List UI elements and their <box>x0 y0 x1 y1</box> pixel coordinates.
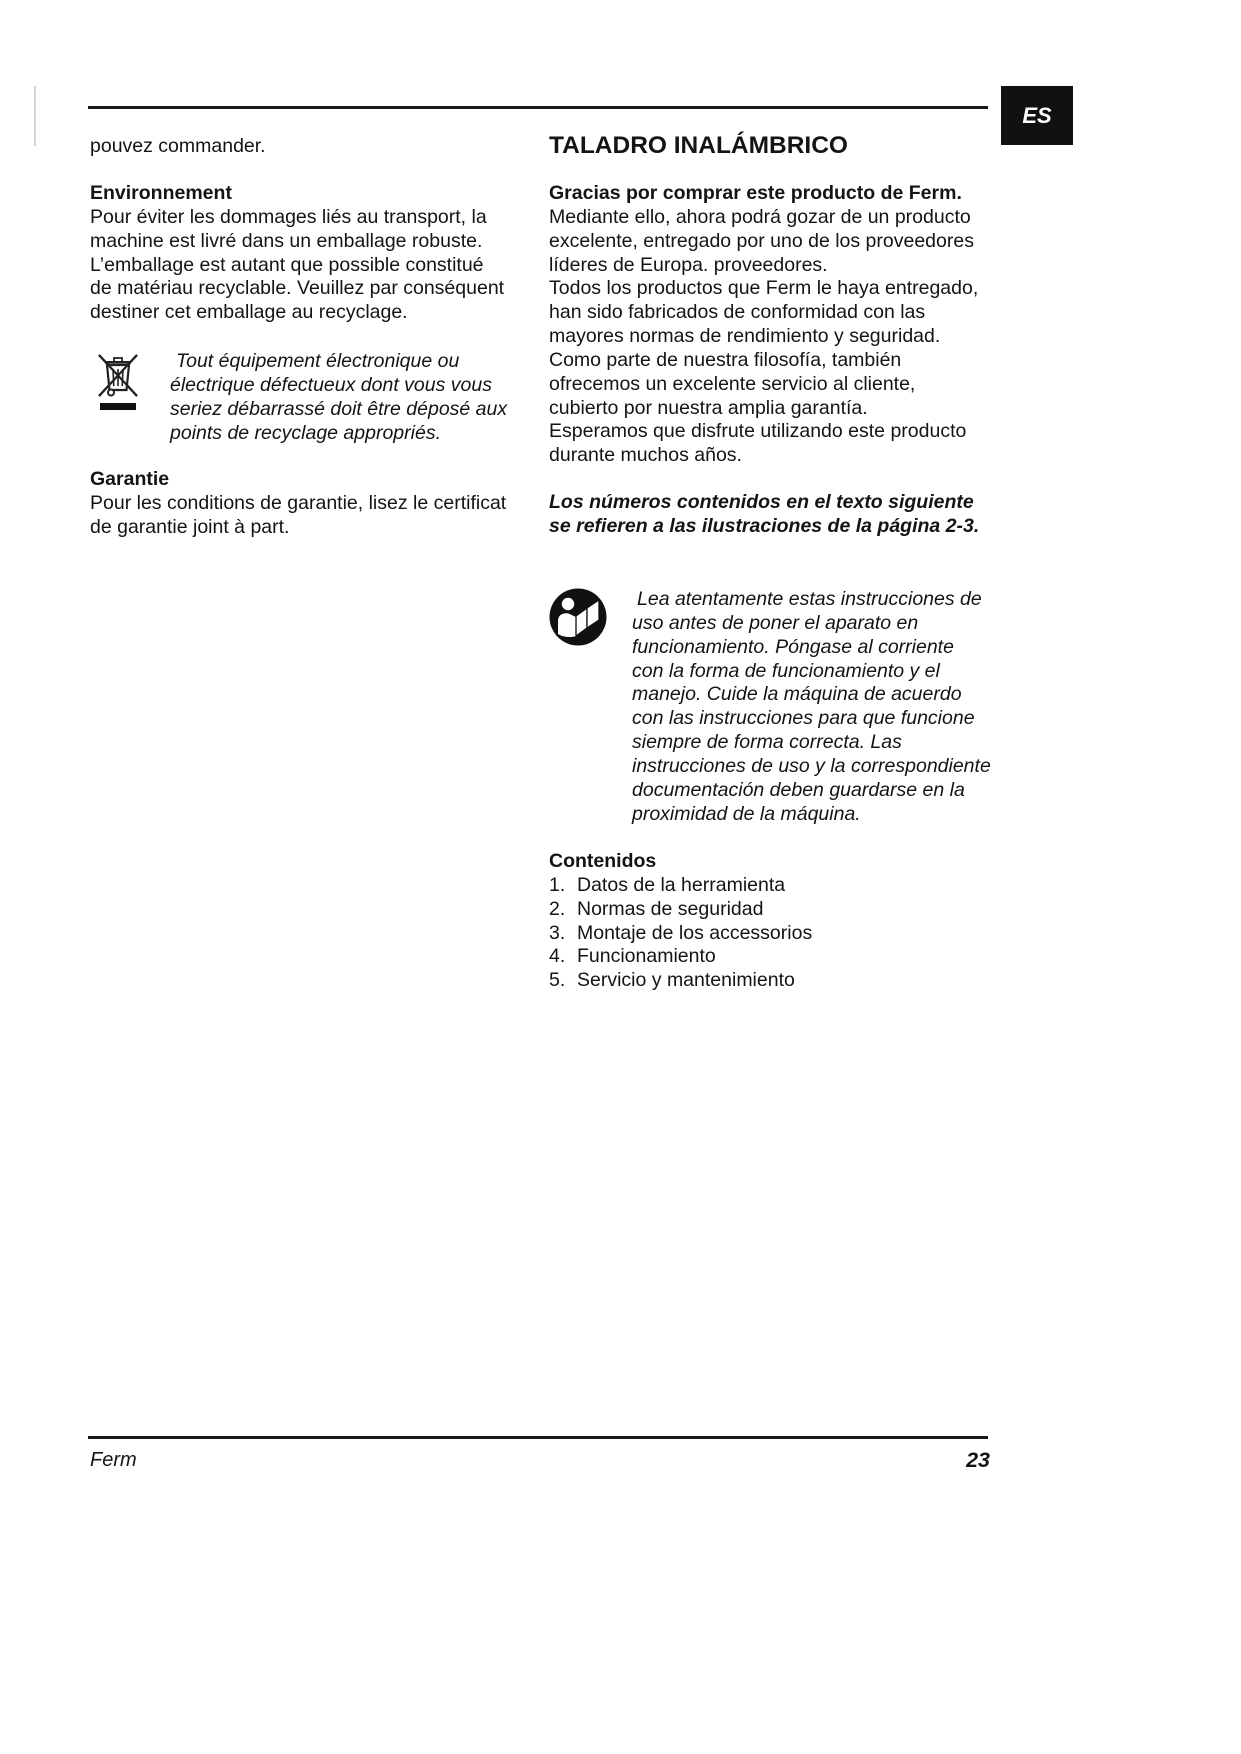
manual-notice-line: funcionamiento. Póngase al corriente <box>632 635 954 658</box>
weee-notice-line: seriez débarrassé doit être déposé aux <box>170 397 508 420</box>
contents-item <box>549 874 812 898</box>
language-tab-label: ES <box>1022 102 1052 128</box>
contents-item-number: 4. <box>549 945 566 968</box>
manual-notice-line: uso antes de poner el aparato en <box>632 611 919 634</box>
contents-item-number: 2. <box>549 897 566 920</box>
crossed-out-wheelie-bin-icon <box>96 352 140 412</box>
contents-item <box>549 922 812 946</box>
warranty-heading: Garantie <box>90 468 170 490</box>
contents-item-label: Servicio y mantenimiento <box>577 969 795 992</box>
intro-line: excelente, entregado por uno de los proveedores <box>549 229 974 252</box>
page-title: TALADRO INALÁMBRICO <box>549 132 848 159</box>
intro-line: cubierto por nuestra amplia garantía. <box>549 396 868 419</box>
manual-notice-line: con la forma de funcionamiento y el <box>632 659 940 682</box>
environment-line: de matériau recyclable. Veuillez par conséquent <box>90 277 505 300</box>
weee-notice-line: électrique défectueux dont vous vous <box>170 373 492 396</box>
environment-line: L’emballage est autant que possible constitué <box>90 253 484 276</box>
contents-item-label: Funcionamiento <box>577 945 716 968</box>
page-number: 23 <box>966 1448 990 1472</box>
weee-notice-line: points de recyclage appropriés. <box>170 421 441 444</box>
manual-notice-line: manejo. Cuide la máquina de acuerdo <box>632 683 962 706</box>
intro-section <box>549 182 978 468</box>
manual-notice-line: con las instrucciones para que funcione <box>632 707 975 730</box>
manual-notice-line: Lea atentamente estas instrucciones de <box>637 588 982 610</box>
contents-item-number: 3. <box>549 921 566 944</box>
scan-edge-line <box>34 86 36 146</box>
contents-item-label: Montaje de los accessorios <box>577 921 813 944</box>
contents-item-label: Normas de seguridad <box>577 897 764 920</box>
illustration-note-line: Los números contenidos en el texto siguiente <box>549 491 974 513</box>
warranty-section <box>90 468 506 540</box>
contents-item <box>549 969 812 993</box>
continuation-text: pouvez commander. <box>90 135 266 157</box>
intro-line: durante muchos años. <box>549 444 742 467</box>
language-tab <box>1001 86 1073 145</box>
environment-line: machine est livré dans un emballage robuste. <box>90 229 483 252</box>
manual-notice <box>632 588 991 826</box>
contents-heading: Contenidos <box>549 850 657 872</box>
manual-notice-line: documentación deben guardarse en la <box>632 778 965 801</box>
footer-rule <box>88 1436 988 1439</box>
manual-notice-line: instrucciones de uso y la correspondiente <box>632 754 991 777</box>
environment-line: destiner cet emballage au recyclage. <box>90 301 408 324</box>
contents-section <box>549 850 812 993</box>
contents-item-number: 1. <box>549 873 566 896</box>
intro-line: han sido fabricados de conformidad con las <box>549 301 926 324</box>
weee-notice-line: Tout équipement électronique ou <box>176 350 460 372</box>
environment-line: Pour éviter les dommages liés au transport, la <box>90 205 487 228</box>
illustration-note-line: se refieren a las ilustraciones de la página 2-3. <box>549 514 980 537</box>
intro-line: Todos los productos que Ferm le haya entregado, <box>549 277 979 300</box>
weee-notice <box>170 350 507 445</box>
contents-item <box>549 945 812 969</box>
intro-line: Esperamos que disfrute utilizando este producto <box>549 420 967 443</box>
warranty-line: Pour les conditions de garantie, lisez le certificat <box>90 491 507 514</box>
contents-item-label: Datos de la herramienta <box>577 873 786 896</box>
intro-line: mayores normas de rendimiento y seguridad. <box>549 325 941 348</box>
intro-line: Como parte de nuestra filosofía, también <box>549 348 902 371</box>
manual-notice-line: proximidad de la máquina. <box>632 802 861 825</box>
warranty-line: de garantie joint à part. <box>90 515 290 538</box>
illustration-note <box>549 491 979 539</box>
intro-heading: Gracias por comprar este producto de Ferm. <box>549 182 962 204</box>
intro-line: ofrecemos un excelente servicio al cliente, <box>549 372 916 395</box>
contents-item-number: 5. <box>549 969 566 992</box>
contents-item <box>549 898 812 922</box>
footer-brand: Ferm <box>90 1449 137 1471</box>
header-rule <box>88 106 988 109</box>
manual-notice-line: siempre de forma correcta. Las <box>632 731 902 754</box>
intro-line: líderes de Europa. proveedores. <box>549 253 828 276</box>
environment-heading: Environnement <box>90 182 232 204</box>
environment-section <box>90 182 504 325</box>
read-manual-icon <box>549 588 607 646</box>
intro-line: Mediante ello, ahora podrá gozar de un producto <box>549 205 971 228</box>
